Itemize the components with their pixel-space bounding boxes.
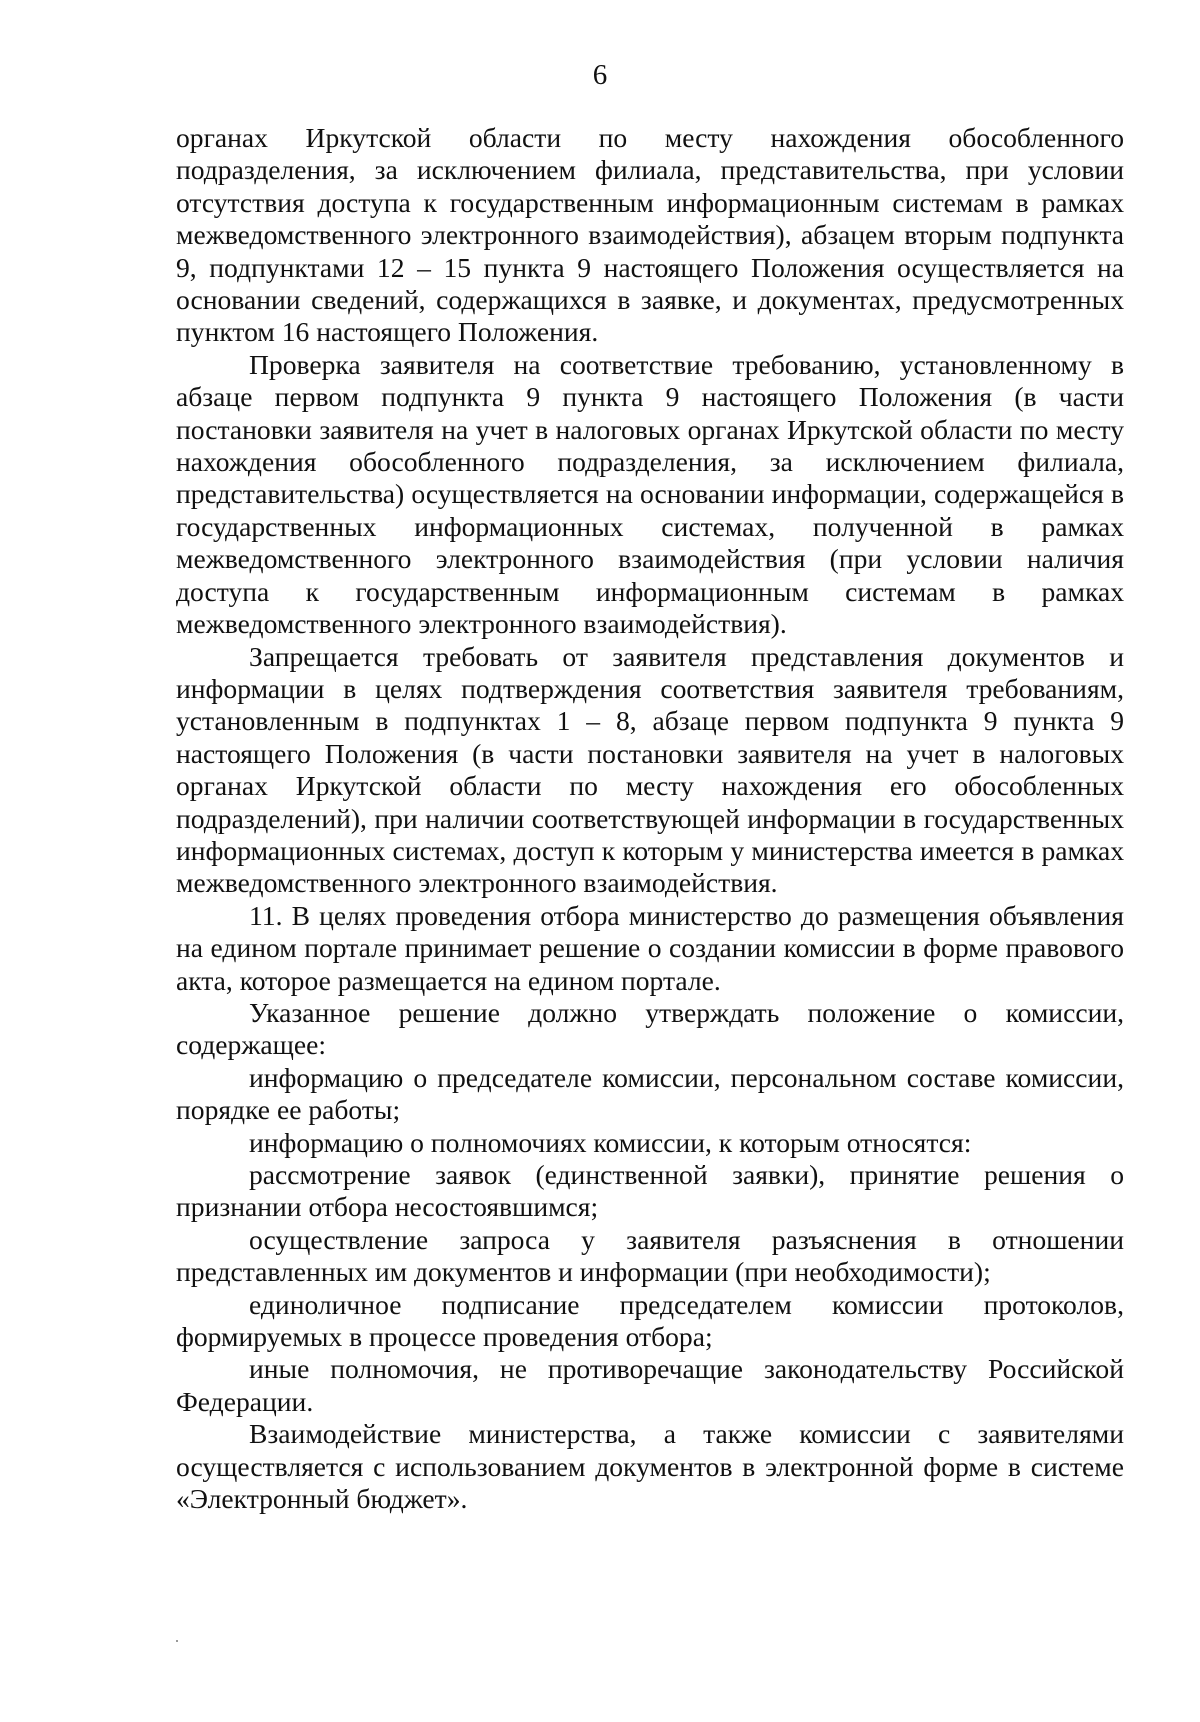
list-item-request-clarification: осуществление запроса у заявителя разъяснения в отношении представленных им документов и информации (при необходимости); xyxy=(176,1223,1124,1288)
paragraph-verification: Проверка заявителя на соответствие требованию, установленному в абзаце первом подпункта 9 пункта 9 настоящего Положения (в части постановки заявителя на учет в налоговых органах Иркутской области по месту нахождения обособленного подразделения, за исключением филиала, представительства) осуществляется на основании информации, содержащейся в государственных информационных системах, полученной в рамках межведомственного электронного взаимодействия (при условии наличия доступа к государственным информационным системам в рамках межведомственного электронного взаимодействия). xyxy=(176,348,1124,640)
document-body xyxy=(176,122,1124,1515)
paragraph-continuation: органах Иркутской области по месту нахождения обособленного подразделения, за исключением филиала, представительства, при условии отсутствия доступа к государственным информационным системам в рамках межведомственного электронного взаимодействия), абзацем вторым подпункта 9, подпунктами 12 – 15 пункта 9 настоящего Положения осуществляется на основании сведений, содержащихся в заявке, и документах, предусмотренных пунктом 16 настоящего Положения. xyxy=(176,122,1124,348)
paragraph-interaction: Взаимодействие министерства, а также комиссии с заявителями осуществляется с использованием документов в электронной форме в системе «Электронный бюджет». xyxy=(176,1418,1124,1515)
scan-artifact xyxy=(176,1640,178,1642)
list-item-other-powers: иные полномочия, не противоречащие законодательству Российской Федерации. xyxy=(176,1353,1124,1417)
list-item-sign-protocols: единоличное подписание председателем комиссии протоколов, формируемых в процессе проведения отбора; xyxy=(176,1288,1124,1353)
paragraph-clause-11: 11. В целях проведения отбора министерство до размещения объявления на едином портале принимает решение о создании комиссии в форме правового акта, которое размещается на едином портале. xyxy=(176,899,1124,996)
page-number: 6 xyxy=(592,59,608,91)
list-item-review-applications: рассмотрение заявок (единственной заявки), принятие решения о признании отбора несостоявшимся; xyxy=(176,1159,1124,1223)
paragraph-prohibition: Запрещается требовать от заявителя представления документов и информации в целях подтверждения соответствия заявителя требованиям, установленным в подпунктах 1 – 8, абзаце первом подпункта 9 пункта 9 настоящего Положения (в части постановки заявителя на учет в налоговых органах Иркутской области по месту нахождения его обособленных подразделений), при наличии соответствующей информации в государственных информационных системах, доступ к которым у министерства имеется в рамках межведомственного электронного взаимодействия. xyxy=(176,640,1124,899)
list-item-powers-info: информацию о полномочиях комиссии, к которым относятся: xyxy=(249,1126,972,1158)
list-item-chairman-info: информацию о председателе комиссии, персональном составе комиссии, порядке ее работы; xyxy=(176,1061,1124,1126)
paragraph-decision: Указанное решение должно утверждать положение о комиссии, содержащее: xyxy=(176,996,1124,1061)
